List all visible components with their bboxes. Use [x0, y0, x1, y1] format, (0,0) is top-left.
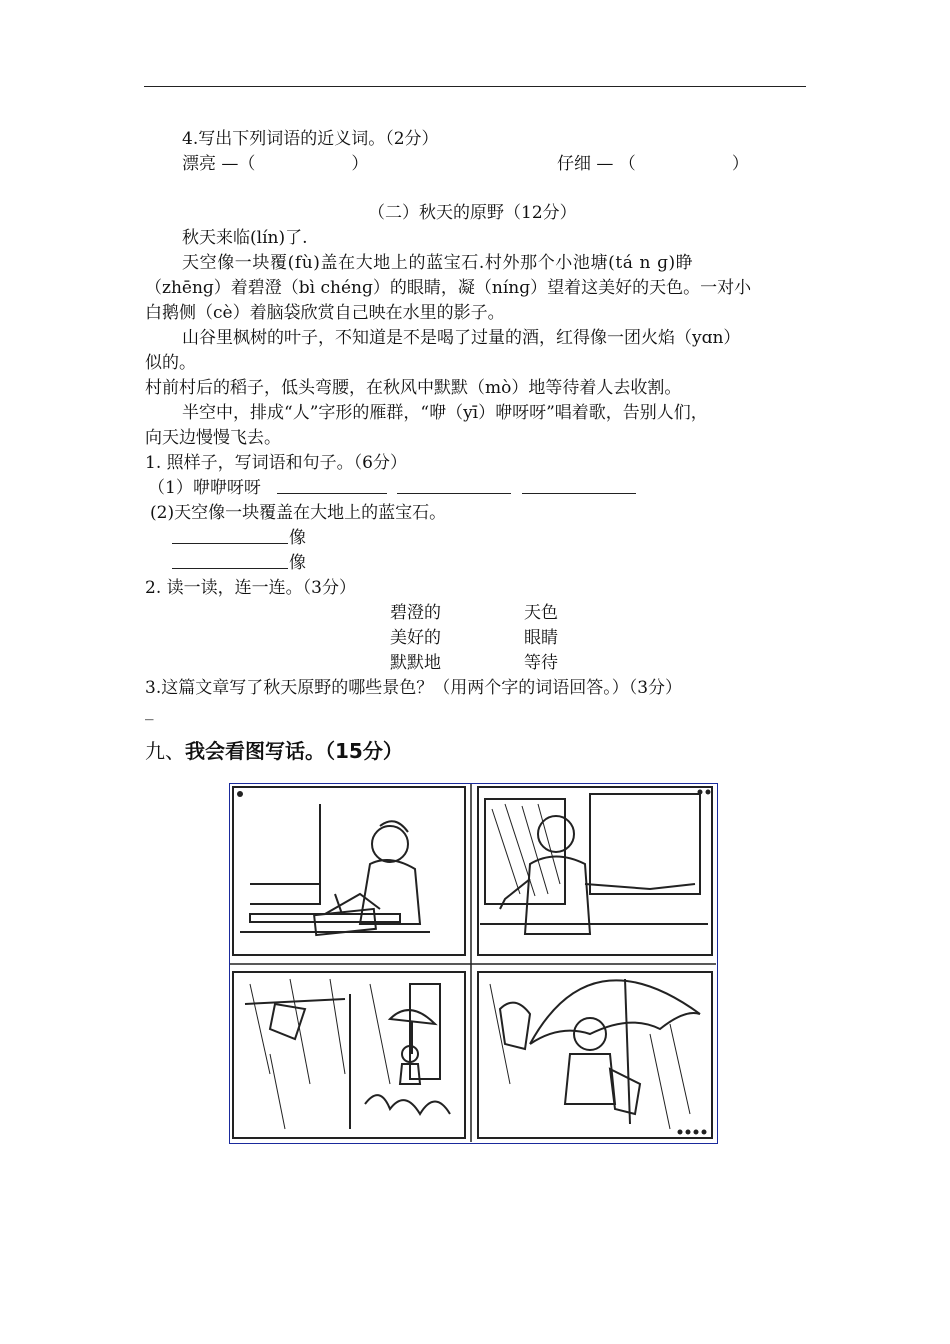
passage-p3b: 似的。 — [145, 353, 196, 373]
q3-title: 3.这篇文章写了秋天原野的哪些景色？（用两个字的词语回答。）（3分） — [145, 678, 683, 698]
q4-title: 4.写出下列词语的近义词。（2分） — [182, 129, 439, 149]
q1-1-blank-2[interactable] — [397, 477, 511, 494]
rain-story-illustration — [230, 784, 716, 1142]
section9-title: 九、我会看图写话。（15分） — [145, 739, 403, 763]
panel-2-frame — [478, 787, 712, 955]
panel-4-child-umbrella-icon — [490, 979, 700, 1129]
q1-2: (2)天空像一块覆盖在大地上的蓝宝石。 — [150, 503, 447, 523]
passage-p2c: 白鹅侧（cè）着脑袋欣赏自己映在水里的影子。 — [145, 303, 505, 323]
q1-2-blank-2[interactable] — [172, 552, 288, 569]
match-right-2[interactable]: 眼睛 — [524, 628, 558, 648]
q1-2-xiang-2: 像 — [289, 553, 306, 573]
q3-answer-mark[interactable]: _ — [145, 701, 154, 721]
panel-3-umbrella-child-icon — [245, 979, 450, 1129]
panel-1-frame — [233, 787, 465, 955]
q1-title: 1. 照样子，写词语和句子。（6分） — [145, 453, 407, 473]
match-right-3[interactable]: 等待 — [524, 653, 558, 673]
q4-right-word: 仔细 — （ ） — [557, 154, 749, 174]
match-left-1[interactable]: 碧澄的 — [390, 603, 441, 623]
passage-p2b: （zhēnɡ）着碧澄（bì chénɡ）的眼睛，凝（nínɡ）望着这美好的天色。一对小 — [145, 278, 752, 298]
q1-1-blank-1[interactable] — [277, 477, 387, 494]
passage-p4: 村前村后的稻子，低头弯腰，在秋风中默默（mò）地等待着人去收割。 — [145, 378, 682, 398]
q1-1-blank-3[interactable] — [522, 477, 636, 494]
match-right-1[interactable]: 天色 — [524, 603, 558, 623]
four-panel-picture — [229, 783, 718, 1144]
passage-p3a: 山谷里枫树的叶子，不知道是不是喝了过量的酒，红得像一团火焰（yɑn） — [182, 328, 741, 348]
q1-2-blank-1[interactable] — [172, 527, 288, 544]
match-left-2[interactable]: 美好的 — [390, 628, 441, 648]
panel-1-boy-writing-icon — [240, 804, 430, 935]
match-left-3[interactable]: 默默地 — [390, 653, 441, 673]
q1-1: （1）咿咿呀呀 — [148, 478, 261, 498]
q1-2-xiang-1: 像 — [289, 528, 306, 548]
panel-2-boy-window-icon — [480, 794, 708, 934]
passage-p2a: 天空像一块覆(fù)盖在大地上的蓝宝石.村外那个小池塘(tá n ɡ)睁 — [182, 253, 694, 273]
passage-heading: （二）秋天的原野（12分） — [368, 203, 577, 223]
q4-left-word: 漂亮 —（ ） — [182, 154, 369, 174]
passage-p1: 秋天来临(lín)了. — [182, 228, 308, 248]
q2-title: 2. 读一读，连一连。（3分） — [145, 578, 356, 598]
header-rule — [144, 86, 806, 87]
passage-p5b: 向天边慢慢飞去。 — [145, 428, 281, 448]
passage-p5a: 半空中，排成“人”字形的雁群，“咿（yī）咿呀呀”唱着歌，告别人们， — [182, 403, 708, 423]
